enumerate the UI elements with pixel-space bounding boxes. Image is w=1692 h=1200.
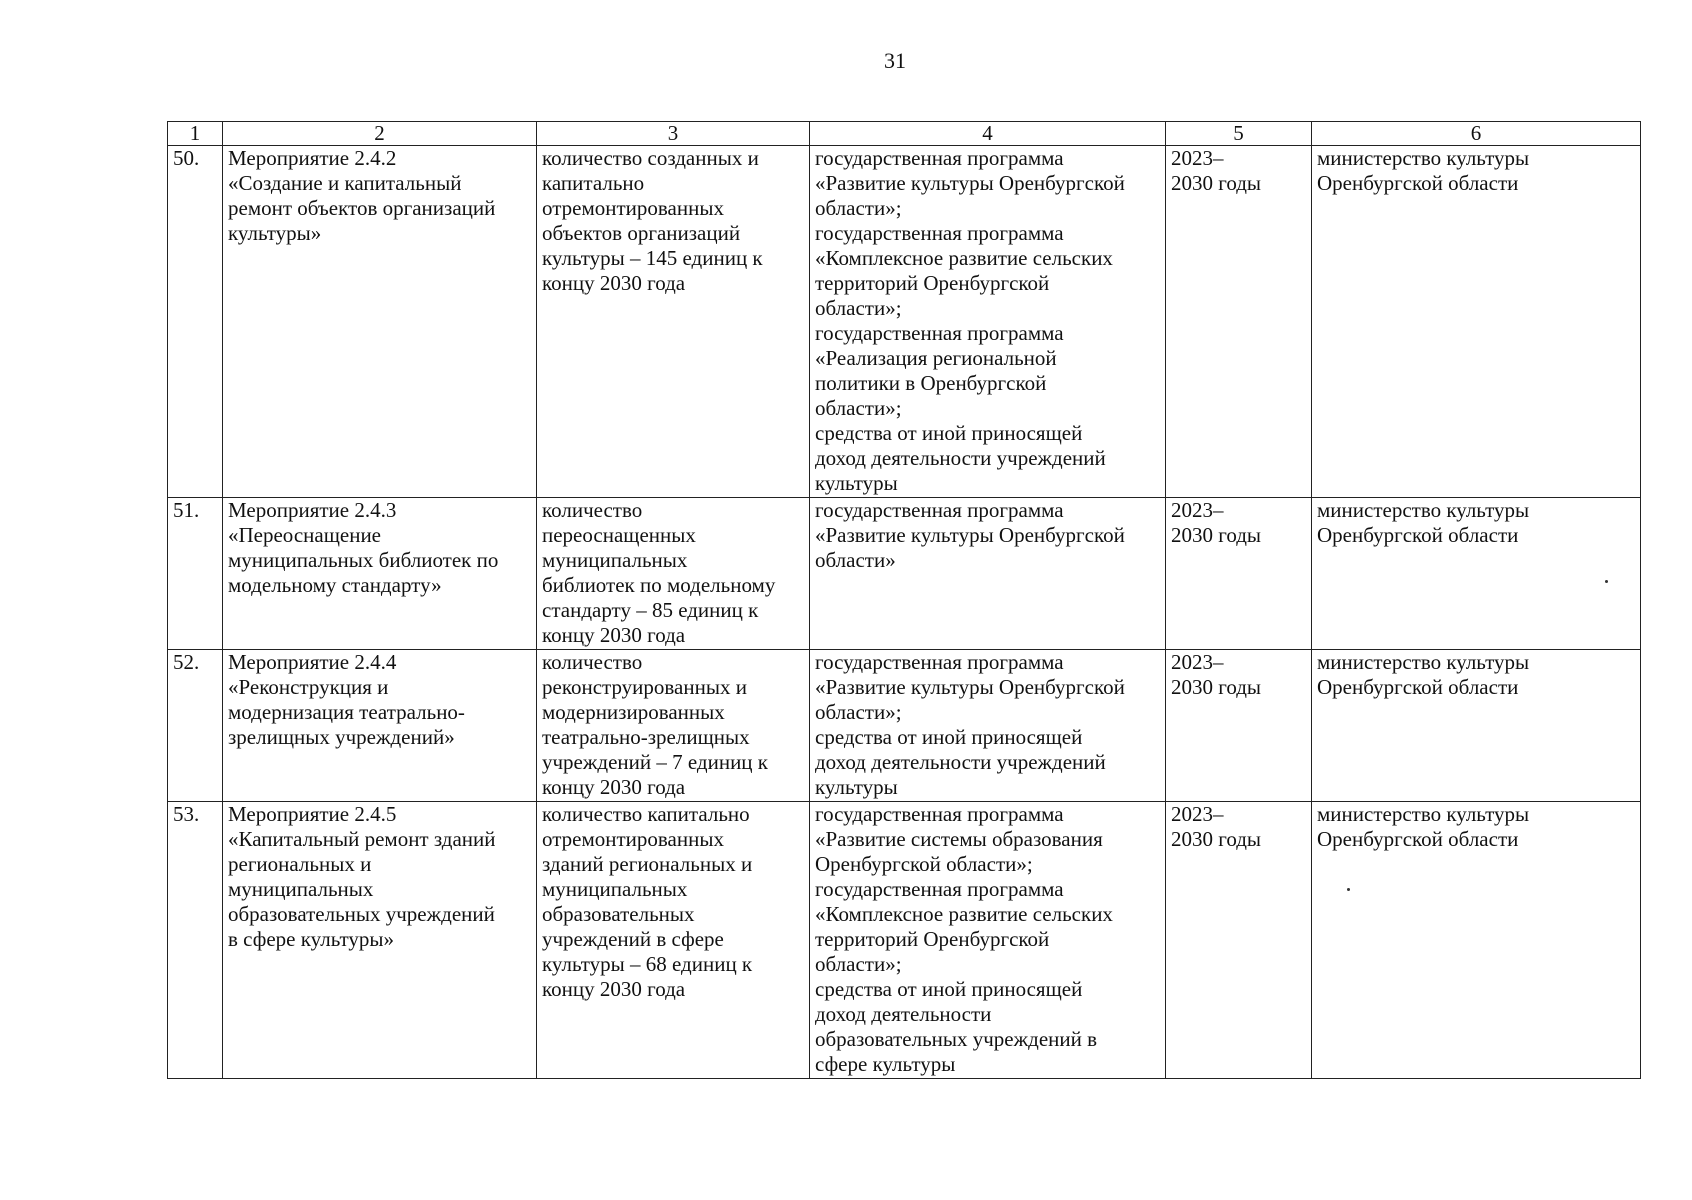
scan-speck bbox=[1347, 888, 1350, 891]
column-header-6: 6 bbox=[1312, 122, 1641, 146]
measure-text: Мероприятие 2.4.3 «Переоснащение муниципальных библиотек по модельному стандарту» bbox=[228, 498, 499, 597]
executor-cell bbox=[1312, 498, 1641, 650]
executor-cell bbox=[1312, 650, 1641, 802]
page-number: 31 bbox=[884, 48, 906, 73]
period-text: 2023– 2030 годы bbox=[1171, 802, 1262, 851]
indicator-text: количество переоснащенных муниципальных библиотек по модельному стандарту – 85 единиц к концу 2030 года bbox=[542, 498, 776, 647]
table-row bbox=[168, 146, 1641, 498]
indicator-cell bbox=[537, 650, 810, 802]
indicator-text: количество реконструированных и модернизированных театрально-зрелищных учреждений – 7 единиц к концу 2030 года bbox=[542, 650, 768, 799]
measure-text: Мероприятие 2.4.5 «Капитальный ремонт зданий региональных и муниципальных образовательных учреждений в сфере культуры» bbox=[228, 802, 496, 951]
funding-source-text: государственная программа «Развитие системы образования Оренбургской области»; государственная программа «Комплексное развитие сельских территорий Оренбургской области»; средства от иной приносящей доход деятельности образовательных учреждений в сфере культуры bbox=[815, 802, 1113, 1076]
row-number: 52. bbox=[168, 650, 223, 802]
header-row bbox=[168, 122, 1641, 146]
indicator-text: количество созданных и капитально отремонтированных объектов организаций культуры – 145 единиц к концу 2030 года bbox=[542, 146, 763, 295]
indicator-cell bbox=[537, 146, 810, 498]
indicator-text: количество капитально отремонтированных зданий региональных и муниципальных образовательных учреждений в сфере культуры – 68 единиц к концу 2030 года bbox=[542, 802, 753, 1001]
executor-text: министерство культуры Оренбургской области bbox=[1317, 650, 1530, 699]
measures-table bbox=[167, 121, 1641, 1079]
table-row bbox=[168, 650, 1641, 802]
funding-source-cell bbox=[810, 146, 1166, 498]
column-header-5: 5 bbox=[1166, 122, 1312, 146]
measure-text: Мероприятие 2.4.2 «Создание и капитальный ремонт объектов организаций культуры» bbox=[228, 146, 496, 245]
funding-source-text: государственная программа «Развитие культуры Оренбургской области»; средства от иной приносящей доход деятельности учреждений культуры bbox=[815, 650, 1125, 799]
period-cell bbox=[1166, 650, 1312, 802]
period-text: 2023– 2030 годы bbox=[1171, 498, 1262, 547]
executor-cell bbox=[1312, 146, 1641, 498]
column-header-1: 1 bbox=[168, 122, 223, 146]
column-header-3: 3 bbox=[537, 122, 810, 146]
indicator-cell bbox=[537, 498, 810, 650]
row-number: 50. bbox=[168, 146, 223, 498]
measure-text: Мероприятие 2.4.4 «Реконструкция и модернизация театрально- зрелищных учреждений» bbox=[228, 650, 465, 749]
row-number: 51. bbox=[168, 498, 223, 650]
scan-speck bbox=[1605, 580, 1608, 583]
funding-source-text: государственная программа «Развитие культуры Оренбургской области»; государственная программа «Комплексное развитие сельских территорий Оренбургской области»; государственная программа «Реализация региональной политики в Оренбургской области»; средства от иной приносящей доход деятельности учреждений культуры bbox=[815, 146, 1125, 495]
executor-text: министерство культуры Оренбургской области bbox=[1317, 498, 1530, 547]
period-cell bbox=[1166, 146, 1312, 498]
funding-source-cell bbox=[810, 650, 1166, 802]
measure-cell bbox=[223, 146, 537, 498]
row-number: 53. bbox=[168, 802, 223, 1079]
column-header-2: 2 bbox=[223, 122, 537, 146]
period-cell bbox=[1166, 802, 1312, 1079]
funding-source-text: государственная программа «Развитие культуры Оренбургской области» bbox=[815, 498, 1125, 572]
period-text: 2023– 2030 годы bbox=[1171, 650, 1262, 699]
funding-source-cell bbox=[810, 498, 1166, 650]
table-row bbox=[168, 802, 1641, 1079]
measure-cell bbox=[223, 498, 537, 650]
period-text: 2023– 2030 годы bbox=[1171, 146, 1262, 195]
indicator-cell bbox=[537, 802, 810, 1079]
table-row bbox=[168, 498, 1641, 650]
period-cell bbox=[1166, 498, 1312, 650]
executor-cell bbox=[1312, 802, 1641, 1079]
measure-cell bbox=[223, 650, 537, 802]
executor-text: министерство культуры Оренбургской области bbox=[1317, 802, 1530, 851]
measure-cell bbox=[223, 802, 537, 1079]
executor-text: министерство культуры Оренбургской области bbox=[1317, 146, 1530, 195]
column-header-4: 4 bbox=[810, 122, 1166, 146]
funding-source-cell bbox=[810, 802, 1166, 1079]
